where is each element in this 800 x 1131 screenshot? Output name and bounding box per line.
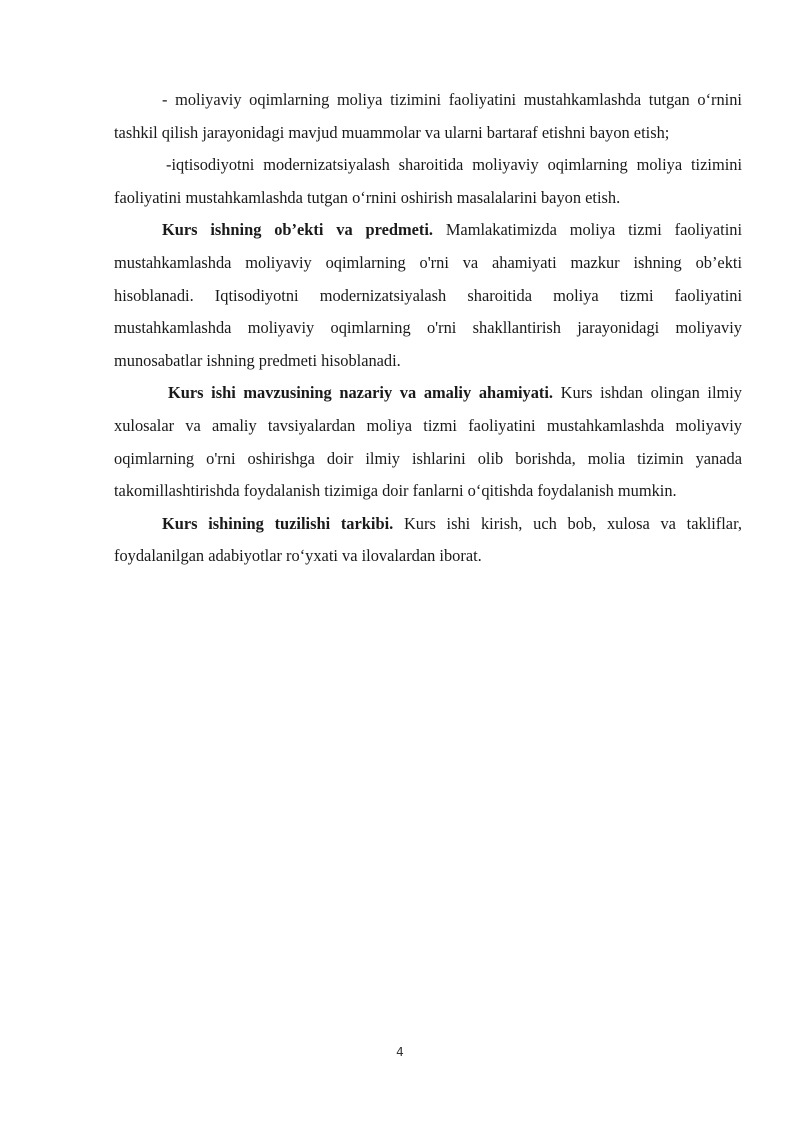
paragraph-text: Kurs ishdan olingan ilmiy xulosalar va amaliy tavsiyalardan moliya tizmi faoliyatini mustahkamlashda moliyaviy oqimlarning o'rni oshirishga doir ilmiy ishlarini olib borishda, molia tizimin yanada takomillashtirishda foydalanish tizimiga doir fanlarni o‘qitishda foydalanish mumkin. (114, 383, 742, 501)
paragraph-heading: Kurs ishi mavzusining nazariy va amaliy ahamiyati. (168, 383, 554, 403)
paragraph-heading: Kurs ishining tuzilishi tarkibi. (162, 513, 394, 533)
paragraph-structure (114, 508, 742, 573)
paragraph-text: -iqtisodiyotni modernizatsiyalash sharoitida moliyaviy oqimlarning moliya tizimini faoliyatini mustahkamlashda tutgan o‘rnini oshirish masalalarini bayon etish. (114, 155, 742, 207)
paragraph-text: Mamlakatimizda moliya tizmi faoliyatini mustahkamlashda moliyaviy oqimlarning o'rni va ahamiyati mazkur ishning ob’ekti hisoblanadi. Iqtisodiyotni modernizatsiyalash sharoitida moliya tizmi faoliyatini mustahkamlashda moliyaviy oqimlarning o'rni shakllantirish jarayonidagi moliyaviy munosabatlar ishning predmeti hisoblanadi. (114, 220, 742, 370)
paragraph-heading: Kurs ishning ob’ekti va predmeti. (162, 220, 433, 240)
page-number: 4 (396, 1045, 404, 1059)
paragraph-significance (114, 377, 742, 507)
paragraph-object-subject (114, 214, 742, 377)
paragraph-task-list-item-1 (114, 84, 742, 149)
paragraph-text: Kurs ishi kirish, uch bob, xulosa va takliflar, foydalanilgan adabiyotlar ro‘yxati va ilovalardan iborat. (114, 513, 742, 566)
page-body (114, 84, 742, 573)
paragraph-task-list-item-2 (114, 149, 742, 214)
paragraph-text: - moliyaviy oqimlarning moliya tizimini faoliyatini mustahkamlashda tutgan o‘rnini tashkil qilish jarayonidagi mavjud muammolar va ularni bartaraf etishni bayon etish; (114, 90, 742, 142)
